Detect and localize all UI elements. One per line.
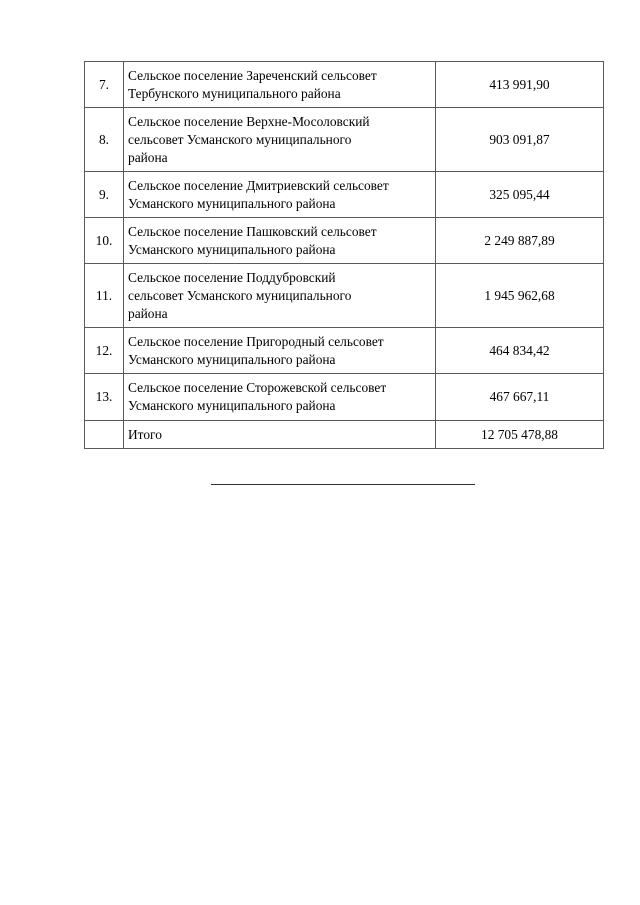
row-number: 11.: [85, 264, 124, 328]
settlement-name: [124, 108, 436, 172]
table-row: [85, 108, 604, 172]
settlement-name-line: Сельское поселение Поддубровский: [128, 269, 336, 285]
amount-cell: 903 091,87: [436, 108, 604, 172]
table-row: [85, 172, 604, 218]
row-number: 12.: [85, 328, 124, 374]
row-number: 10.: [85, 218, 124, 264]
table-row: [85, 218, 604, 264]
settlement-name-line: Тербунского муниципального района: [128, 85, 341, 101]
settlement-name-line: Сельское поселение Дмитриевский сельсовет: [128, 177, 389, 193]
settlement-name-line: Усманского муниципального района: [128, 398, 336, 413]
row-number: 8.: [85, 108, 124, 172]
settlement-name: [124, 374, 436, 421]
settlement-name: [124, 62, 436, 108]
amount-cell: 413 991,90: [436, 62, 604, 108]
settlement-name: [124, 264, 436, 328]
amount-cell: 2 249 887,89: [436, 218, 604, 264]
table-row: [85, 62, 604, 108]
separator-line: [211, 484, 475, 485]
amount-cell: 325 095,44: [436, 172, 604, 218]
settlement-name-line: Сельское поселение Пашковский сельсовет: [128, 223, 377, 239]
settlement-name: [124, 218, 436, 264]
settlement-name-line: Усманского муниципального района: [128, 241, 336, 257]
table-row: [85, 374, 604, 421]
row-number: 13.: [85, 374, 124, 421]
amount-cell: 1 945 962,68: [436, 264, 604, 328]
total-label: Итого: [124, 421, 436, 449]
total-amount: 12 705 478,88: [436, 421, 604, 449]
row-number: 9.: [85, 172, 124, 218]
allocation-table: [84, 61, 604, 449]
table-row: [85, 328, 604, 374]
settlement-name-line: сельсовет Усманского муниципального: [128, 287, 352, 303]
settlement-name-line: района: [128, 149, 168, 165]
settlement-name: [124, 172, 436, 218]
settlement-name-line: Усманского муниципального района: [128, 351, 336, 367]
total-row: [85, 421, 604, 449]
table-row: [85, 264, 604, 328]
settlement-name-line: Усманского муниципального района: [128, 195, 336, 211]
settlement-name-line: Сельское поселение Верхне-Мосоловский: [128, 113, 370, 129]
row-number: [85, 421, 124, 449]
settlement-name-line: Сельское поселение Зареченский сельсовет: [128, 67, 377, 83]
amount-cell: 464 834,42: [436, 328, 604, 374]
amount-cell: 467 667,11: [436, 374, 604, 421]
settlement-name-line: Сельское поселение Пригородный сельсовет: [128, 333, 384, 349]
row-number: 7.: [85, 62, 124, 108]
settlement-name-line: Сельское поселение Сторожевской сельсовет: [128, 380, 387, 395]
settlement-name: [124, 328, 436, 374]
settlement-name-line: района: [128, 305, 168, 321]
settlement-name-line: сельсовет Усманского муниципального: [128, 131, 352, 147]
